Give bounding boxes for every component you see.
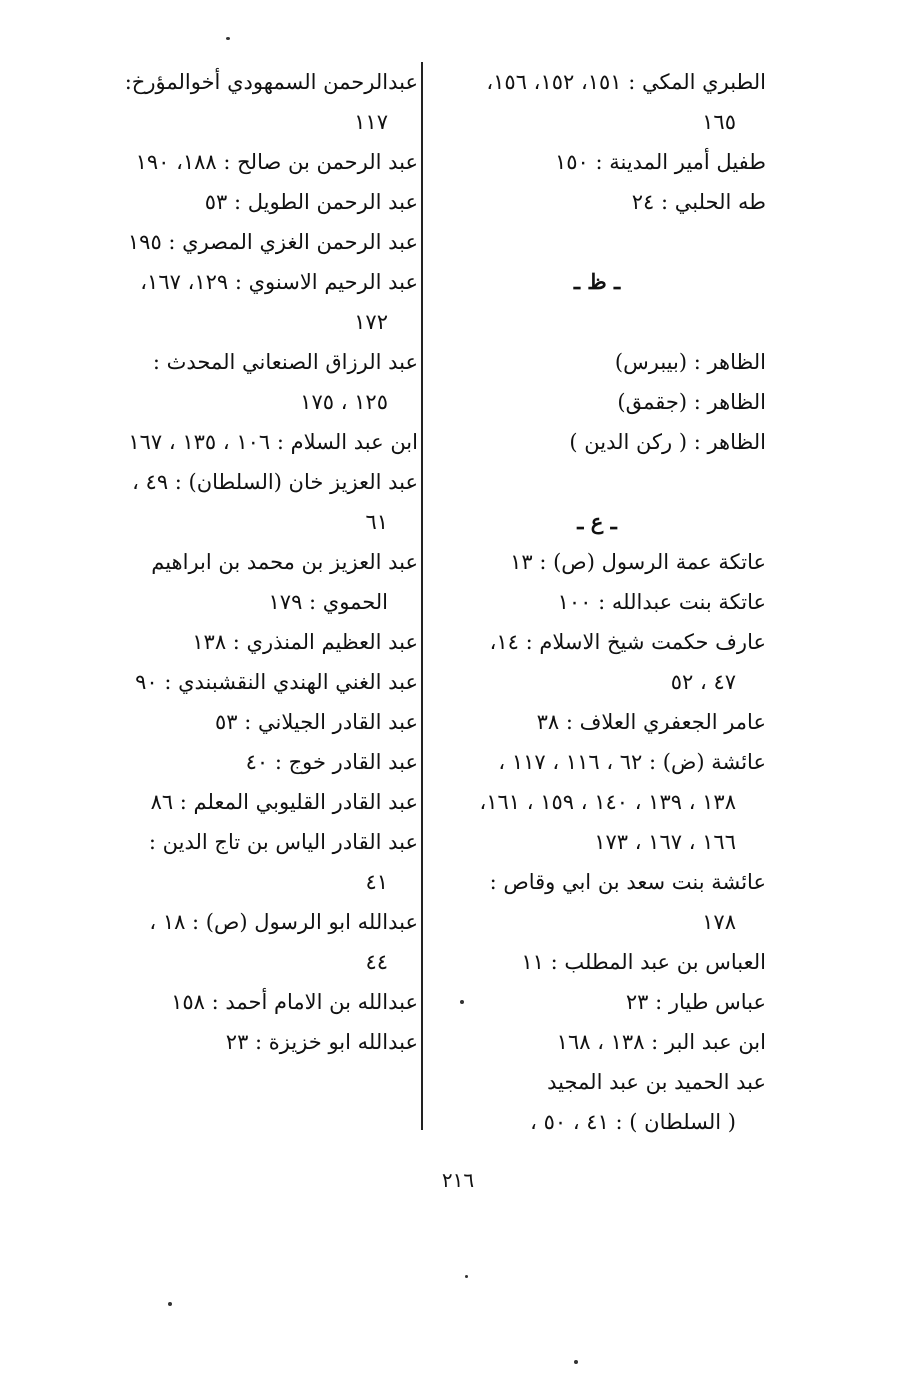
index-column-right: [428, 62, 766, 1142]
index-entry: عبد القادر الياس بن تاج الدين :: [148, 830, 418, 854]
index-entry: عبد الرحيم الاسنوي : ١٢٩، ١٦٧،: [140, 270, 418, 294]
index-entry: عائشة بنت سعد بن ابي وقاص :: [489, 870, 766, 894]
index-entry: العباس بن عبد المطلب : ١١: [521, 950, 766, 974]
index-entry-continuation: ١٢٥ ، ١٧٥: [300, 390, 388, 414]
index-entry: عبد الرحمن الغزي المصري : ١٩٥: [127, 230, 418, 254]
index-entry: عبد القادر الجيلاني : ٥٣: [215, 710, 418, 734]
index-entry-continuation: ١٧٨: [702, 910, 736, 934]
index-entry: عبد القادر خوج : ٤٠: [245, 750, 418, 774]
scan-speck: [226, 37, 230, 40]
index-entry-continuation: ١١٧: [354, 110, 388, 134]
index-entry: الظاهر : ( ركن الدين ): [569, 430, 766, 454]
section-letter-heading: ـ ع ـ: [577, 509, 617, 534]
index-entry: عبدالرحمن السمهودي أخوالمؤرخ:: [124, 70, 418, 94]
scan-speck: [574, 1360, 578, 1364]
index-entry-continuation: ٤٧ ، ٥٢: [670, 670, 736, 694]
index-entry: عبد العظيم المنذري : ١٣٨: [192, 630, 418, 654]
section-letter-heading: ـ ظ ـ: [573, 269, 621, 294]
index-entry: عبدالله ابو الرسول (ص) : ١٨ ،: [149, 910, 418, 934]
index-entry: عبدالله ابو خزيزة : ٢٣: [225, 1030, 418, 1054]
index-entry: الظاهر : (جقمق): [617, 390, 766, 414]
index-entry: عبد الرحمن بن صالح : ١٨٨، ١٩٠: [135, 150, 418, 174]
index-column-left: [80, 62, 418, 1062]
index-entry: عبد الحميد بن عبد المجيد: [547, 1070, 766, 1094]
index-entry: عاتكة بنت عبدالله : ١٠٠: [557, 590, 766, 614]
scan-speck: [168, 1302, 172, 1306]
index-entry-continuation: ١٧٢: [354, 310, 388, 334]
index-entry: عامر الجعفري العلاف : ٣٨: [536, 710, 766, 734]
index-entry: ابن عبد السلام : ١٠٦ ، ١٣٥ ، ١٦٧: [128, 430, 418, 454]
index-entry: عبد الرحمن الطويل : ٥٣: [204, 190, 418, 214]
index-entry: عبدالله بن الامام أحمد : ١٥٨: [171, 990, 418, 1014]
index-entry-continuation: ١٦٥: [702, 110, 736, 134]
page-number: ٢١٦: [441, 1168, 475, 1192]
index-entry-continuation: الحموي : ١٧٩: [268, 590, 388, 614]
index-entry: عارف حكمت شيخ الاسلام : ١٤،: [489, 630, 766, 654]
index-entry: عباس طيار : ٢٣: [625, 990, 766, 1014]
index-entry: الطبري المكي : ١٥١، ١٥٢، ١٥٦،: [486, 70, 766, 94]
index-entry: عاتكة عمة الرسول (ص) : ١٣: [510, 550, 766, 574]
scan-speck: [460, 1000, 464, 1004]
index-entry-continuation: ١٦٦ ، ١٦٧ ، ١٧٣: [594, 830, 736, 854]
index-entry: عبد القادر القليوبي المعلم : ٨٦: [150, 790, 418, 814]
index-entry-continuation: ١٣٨ ، ١٣٩ ، ١٤٠ ، ١٥٩ ، ١٦١،: [479, 790, 736, 814]
index-entry: الظاهر : (بيبرس): [614, 350, 766, 374]
index-entry: عبد العزيز خان (السلطان) : ٤٩ ،: [132, 470, 418, 494]
index-entry-continuation: ( السلطان ) : ٤١ ، ٥٠ ،: [530, 1110, 736, 1134]
blank-line: [428, 462, 766, 502]
index-entry: عائشة (ض) : ٦٢ ، ١١٦ ، ١١٧ ،: [498, 750, 766, 774]
index-entry: عبد العزيز بن محمد بن ابراهيم: [151, 550, 418, 574]
index-entry-continuation: ٤٤: [365, 950, 388, 974]
index-entry: ابن عبد البر : ١٣٨ ، ١٦٨: [556, 1030, 766, 1054]
blank-line: [428, 222, 766, 262]
blank-line: [428, 302, 766, 342]
scan-speck: [465, 1275, 468, 1278]
index-entry-continuation: ٦١: [365, 510, 388, 534]
column-divider: [421, 62, 423, 1130]
index-entry: طفيل أمير المدينة : ١٥٠: [554, 150, 766, 174]
index-entry-continuation: ٤١: [365, 870, 388, 894]
index-entry: عبد الغني الهندي النقشبندي : ٩٠: [135, 670, 418, 694]
index-entry: طه الحلبي : ٢٤: [631, 190, 766, 214]
index-entry: عبد الرزاق الصنعاني المحدث :: [152, 350, 418, 374]
